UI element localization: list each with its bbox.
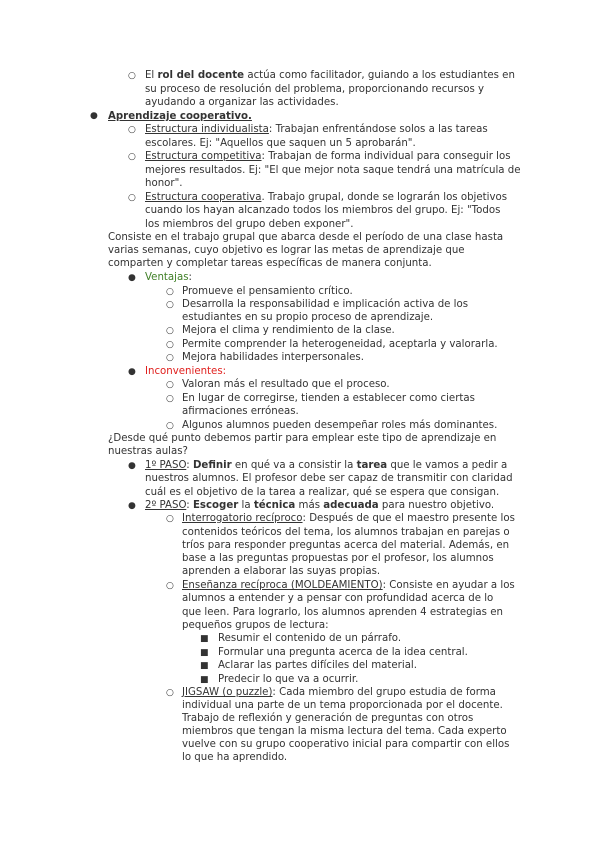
jigsaw-line-3: Trabajo de reflexión y generación de preguntas con otros — [182, 713, 474, 724]
filled-bullet-icon: ● — [128, 367, 136, 377]
inconveniente-item: Valoran más el resultado que el proceso. — [182, 379, 390, 390]
paso1-bold-tarea: tarea — [356, 460, 388, 471]
interrogatorio-line-4: base a las preguntas propuestas por el profesor, los alumnos — [182, 553, 494, 564]
interrogatorio-title: Interrogatorio recíproco — [182, 513, 303, 524]
hollow-bullet-icon: ○ — [166, 326, 174, 336]
structure-cooperativa-line-2: cuando los hayan alcanzado todos los miembros del grupo. Ej: "Todos — [145, 205, 501, 216]
hollow-bullet-icon: ○ — [128, 193, 136, 203]
ensenanza-line-2: alumnos a entender y a pensar con profundidad acerca de lo — [182, 593, 494, 604]
strategy-item: Resumir el contenido de un párrafo. — [218, 633, 402, 644]
inconveniente-item-continued: afirmaciones erróneas. — [182, 406, 299, 417]
strategy-item: Aclarar las partes difíciles del material. — [218, 660, 417, 671]
inconvenientes-label: Inconvenientes: — [145, 366, 227, 377]
ventaja-item: Desarrolla la responsabilidad e implicación activa de los — [182, 299, 469, 310]
hollow-bullet-icon: ○ — [166, 514, 174, 524]
jigsaw-line-4: miembros que tengan la misma lectura del tema. Cada experto — [182, 726, 507, 737]
ventajas-colon: : — [188, 272, 192, 283]
intro-line-2: su proceso de resolución del problema, proporcionando recursos y — [145, 84, 485, 95]
structure-competitiva-line-3: honor". — [145, 178, 183, 189]
paragraph-line-2: varias semanas, cuyo objetivo es lograr las metas de aprendizaje que — [108, 245, 465, 256]
hollow-bullet-icon: ○ — [166, 380, 174, 390]
intro-text-a: El — [145, 70, 158, 81]
structure-competitiva-text: : Trabajan de forma individual para conseguir los — [261, 151, 511, 162]
ventaja-item-continued: estudiantes en su propio proceso de aprendizaje. — [182, 312, 434, 323]
paso2-text-rest: para nuestro objetivo. — [378, 500, 495, 511]
ventaja-item: Promueve el pensamiento crítico. — [182, 286, 353, 297]
ventajas-label: Ventajas — [145, 272, 189, 283]
paso2-text-la: la — [238, 500, 254, 511]
paragraph-line-3: comparten y completar tareas específicas de manera conjunta. — [108, 258, 432, 269]
ventaja-item: Permite comprender la heterogeneidad, aceptarla y valorarla. — [182, 339, 498, 350]
question-line-2: nuestras aulas? — [108, 446, 188, 457]
filled-bullet-icon: ● — [90, 111, 98, 121]
jigsaw-title: JIGSAW (o puzzle) — [182, 687, 273, 698]
filled-bullet-icon: ● — [128, 273, 136, 283]
hollow-bullet-icon: ○ — [166, 340, 174, 350]
paso2-line-1 — [145, 499, 494, 512]
hollow-bullet-icon: ○ — [166, 287, 174, 297]
ensenanza-text: : Consiste en ayudar a los — [382, 580, 515, 591]
hollow-bullet-icon: ○ — [166, 581, 174, 591]
structure-cooperativa-line-1 — [145, 191, 507, 204]
interrogatorio-line-3: tríos para responder preguntas acerca del material. Además, en — [182, 540, 510, 551]
hollow-bullet-icon: ○ — [128, 152, 136, 162]
jigsaw-line-2: individual una parte de un tema proporcionada por el docente. — [182, 700, 503, 711]
interrogatorio-line-1 — [182, 512, 515, 525]
paso1-line-3: cuál es el objetivo de la tarea a realizar, qué se espera que consigan. — [145, 487, 500, 498]
structure-individualista-text: : Trabajan enfrentándose solos a las tareas — [268, 124, 488, 135]
structure-competitiva-title: Estructura competitiva — [145, 151, 262, 162]
structure-competitiva-line-2: mejores resultados. Ej: "El que mejor nota saque tendrá una matrícula de — [145, 165, 521, 176]
interrogatorio-line-5: aprenden a elaborar las suyas propias. — [182, 566, 381, 577]
ensenanza-line-3: que leen. Para lograrlo, los alumnos aprenden 4 estrategias en — [182, 607, 503, 618]
structure-cooperativa-text: . Trabajo grupal, donde se lograrán los objetivos — [261, 192, 508, 203]
ensenanza-line-4: pequeños grupos de lectura: — [182, 620, 329, 631]
paso1-label: 1º PASO — [145, 460, 187, 471]
hollow-bullet-icon: ○ — [166, 353, 174, 363]
ensenanza-line-1 — [182, 579, 515, 592]
paso2-bold-adecuada: adecuada — [323, 500, 379, 511]
paso1-text-rest: que le vamos a pedir a — [387, 460, 508, 471]
intro-line-1 — [145, 69, 515, 82]
paso1-colon: : — [186, 460, 193, 471]
intro-line-3: ayudando a organizar las actividades. — [145, 97, 339, 108]
strategy-item: Predecir lo que va a ocurrir. — [218, 674, 359, 685]
structure-individualista-title: Estructura individualista — [145, 124, 269, 135]
ensenanza-title: Enseñanza recíproca (MOLDEAMIENTO) — [182, 580, 383, 591]
structure-individualista-line-2: escolares. Ej: "Aquellos que saquen un 5 aprobarán". — [145, 138, 416, 149]
jigsaw-line-1 — [182, 686, 496, 699]
intro-text-c: actúa como facilitador, guiando a los estudiantes en — [244, 70, 515, 81]
ventaja-item: Mejora habilidades interpersonales. — [182, 352, 364, 363]
paso2-colon: : — [186, 500, 193, 511]
ventajas-label-line — [145, 271, 192, 284]
jigsaw-line-6: lo que ha aprendido. — [182, 752, 288, 763]
hollow-bullet-icon: ○ — [166, 300, 174, 310]
square-bullet-icon: ■ — [200, 661, 209, 671]
paso2-label: 2º PASO — [145, 500, 187, 511]
jigsaw-text: : Cada miembro del grupo estudia de forma — [272, 687, 496, 698]
inconveniente-item: Algunos alumnos pueden desempeñar roles más dominantes. — [182, 420, 498, 431]
question-line-1: ¿Desde qué punto debemos partir para emplear este tipo de aprendizaje en — [108, 433, 497, 444]
section-heading: Aprendizaje cooperativo. — [108, 111, 252, 122]
paso1-bold-definir: Definir — [192, 460, 232, 471]
paso2-text-mas: más — [295, 500, 324, 511]
paso2-bold-tecnica: técnica — [253, 500, 296, 511]
filled-bullet-icon: ● — [128, 461, 136, 471]
structure-cooperativa-title: Estructura cooperativa — [145, 192, 262, 203]
structure-competitiva-line-1 — [145, 150, 511, 163]
paso2-bold-escoger: Escoger — [192, 500, 239, 511]
filled-bullet-icon: ● — [128, 501, 136, 511]
square-bullet-icon: ■ — [200, 634, 209, 644]
square-bullet-icon: ■ — [200, 648, 209, 658]
inconveniente-item: En lugar de corregirse, tienden a establecer como ciertas — [182, 393, 475, 404]
paso1-line-2: nuestros alumnos. El profesor debe ser capaz de transmitir con claridad — [145, 473, 513, 484]
intro-bold-rol: rol del docente — [157, 70, 245, 81]
interrogatorio-line-2: contenidos teóricos del tema, los alumnos trabajan en parejas o — [182, 527, 510, 538]
paso1-text-mid: en qué va a consistir la — [231, 460, 357, 471]
interrogatorio-text: : Después de que el maestro presente los — [302, 513, 515, 524]
ventaja-item: Mejora el clima y rendimiento de la clase. — [182, 325, 395, 336]
strategy-item: Formular una pregunta acerca de la idea central. — [218, 647, 468, 658]
hollow-bullet-icon: ○ — [166, 688, 174, 698]
hollow-bullet-icon: ○ — [128, 71, 136, 81]
hollow-bullet-icon: ○ — [166, 394, 174, 404]
jigsaw-line-5: vuelve con su grupo cooperativo inicial para compartir con ellos — [182, 739, 510, 750]
hollow-bullet-icon: ○ — [166, 421, 174, 431]
hollow-bullet-icon: ○ — [128, 125, 136, 135]
structure-individualista-line-1 — [145, 123, 488, 136]
square-bullet-icon: ■ — [200, 675, 209, 685]
paso1-line-1 — [145, 459, 507, 472]
structure-cooperativa-line-3: los miembros del grupo deben exponer". — [145, 219, 354, 230]
paragraph-line-1: Consiste en el trabajo grupal que abarca desde el período de una clase hasta — [108, 232, 504, 243]
